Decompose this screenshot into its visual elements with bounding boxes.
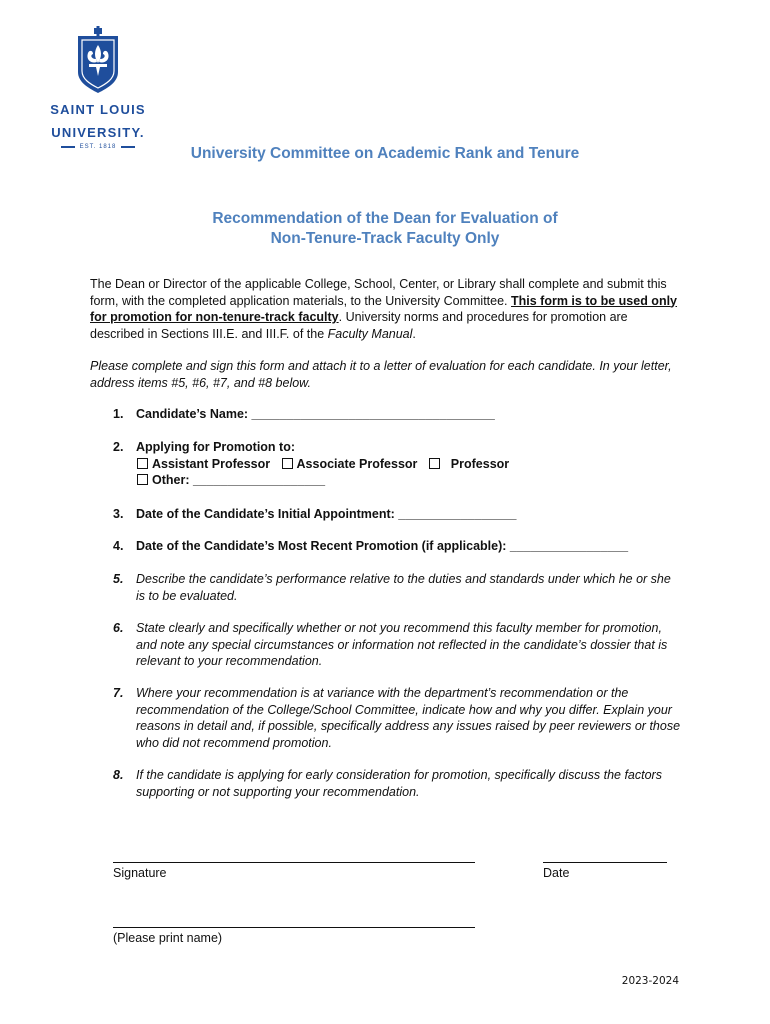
option-label: Associate Professor [296, 456, 418, 471]
item-variance [113, 685, 683, 751]
date-line[interactable] [543, 862, 667, 863]
page-title: University Committee on Academic Rank and Tenure [190, 145, 580, 162]
intro-emphasis: This form is to be used only for promotion for non-tenure-track faculty [90, 293, 678, 324]
checkbox-professor[interactable] [428, 457, 509, 471]
item-recommendation [113, 620, 683, 670]
item-recent-promotion[interactable] [113, 538, 683, 555]
checkbox-icon [429, 458, 440, 469]
subtitle-line1: Recommendation of the Dean for Evaluation of [212, 210, 558, 227]
item-text: Where your recommendation is at variance with the department’s recommendation or the recommendation of the College/School Committee, indicate how and why you differ. Explain your reasons in detail and, if possible, specifically address any issues raised by peer reviewers or those who did not recommend promotion. [136, 686, 681, 750]
item-early-consideration [113, 767, 683, 800]
item-text: Date of the Candidate’s Initial Appointment: _________________ [136, 507, 517, 521]
intro-text-2: . University norms and procedures for promotion are described in Sections III.E. and III.F. of the [90, 310, 628, 341]
shield-icon [75, 26, 121, 94]
checkbox-icon [137, 458, 148, 469]
signature-label: Signature [113, 866, 167, 880]
subtitle-line2: Non-Tenure-Track Faculty Only [270, 230, 500, 247]
item-text: Date of the Candidate’s Most Recent Promotion (if applicable): _________________ [136, 539, 629, 553]
item-initial-appointment[interactable] [113, 506, 683, 523]
faculty-manual-title: Faculty Manual [327, 326, 413, 341]
date-label: Date [543, 866, 570, 880]
checkbox-icon [137, 474, 148, 485]
instructions-note: Please complete and sign this form and attach it to a letter of evaluation for each candidate. In your letter, address items #5, #6, #7, and #8 below. [90, 359, 672, 390]
checkbox-icon [282, 458, 293, 469]
item-candidate-name[interactable] [113, 406, 683, 423]
item-number: 2. [113, 440, 124, 454]
page-subtitle [0, 209, 770, 249]
item-text: Describe the candidate’s performance relative to the duties and standards under which he or she is to be evaluated. [136, 572, 671, 603]
checkbox-associate-professor[interactable] [281, 457, 418, 471]
item-text: Applying for Promotion to: [136, 440, 296, 454]
logo-line2: UNIVERSITY. [51, 125, 145, 140]
item-text: Candidate’s Name: ___________________________________ [136, 407, 495, 421]
item-text: State clearly and specifically whether or not you recommend this faculty member for promotion, and note any special circumstances or information not reflected in the candidate’s dossier that is relevant to your recommendation. [136, 621, 668, 668]
intro-end: . [412, 326, 416, 341]
item-number: 6. [113, 621, 124, 635]
item-number: 3. [113, 507, 124, 521]
logo-est-text: EST. 1818 [79, 144, 117, 150]
intro-text-1: The Dean or Director of the applicable College, School, Center, or Library shall complete and submit this form, with the completed application materials, to the University Committee. [90, 277, 667, 308]
intro-paragraph [90, 276, 680, 342]
logo-line1: SAINT LOUIS [50, 102, 146, 117]
signature-line[interactable] [113, 862, 475, 863]
print-name-label: (Please print name) [113, 931, 223, 945]
item-number: 8. [113, 768, 124, 782]
item-performance [113, 571, 683, 604]
item-number: 5. [113, 572, 124, 586]
option-label: Professor [450, 456, 510, 471]
item-promotion-to [113, 439, 683, 489]
print-name-line[interactable] [113, 927, 475, 928]
option-label: Assistant Professor [152, 456, 271, 471]
checkbox-other[interactable] [136, 472, 683, 489]
item-text: If the candidate is applying for early consideration for promotion, specifically discuss the factors supporting or not supporting your recommendation. [136, 768, 662, 799]
item-number: 1. [113, 407, 124, 421]
option-label: Other: ___________________ [152, 473, 326, 487]
promotion-options-row [136, 456, 683, 473]
item-number: 4. [113, 539, 124, 553]
checkbox-assistant-professor[interactable] [136, 457, 270, 471]
academic-year: 2023-2024 [621, 975, 679, 987]
item-number: 7. [113, 686, 124, 700]
university-logo [48, 26, 148, 150]
